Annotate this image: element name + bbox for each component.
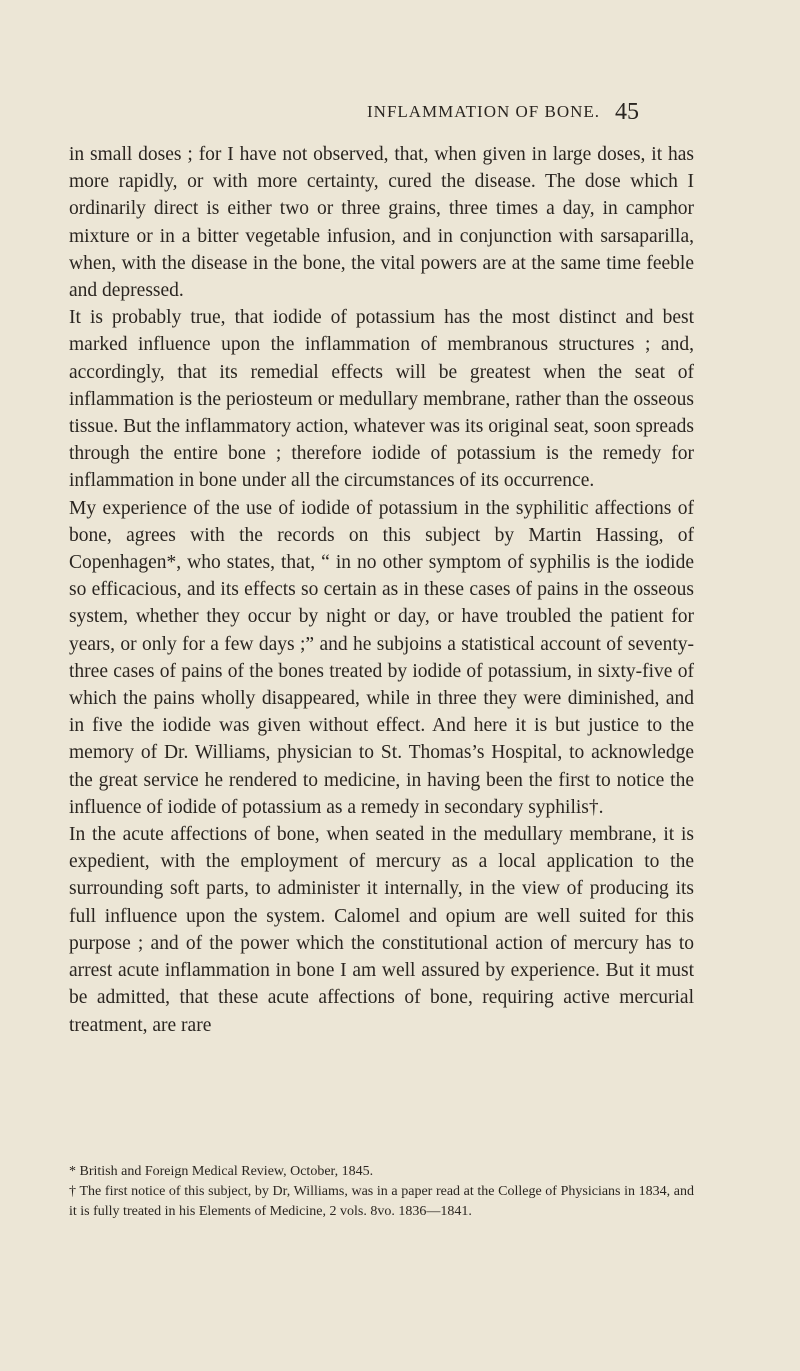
paragraph: In the acute affections of bone, when seated in the medullary membrane, it is expedient, with the employment of mercury as a local application to the surrounding soft parts, to administer it internally, in the view of producing its full influence upon the system. Calomel and opium are well suited for this purpose ; and of the power which the constitutional action of mercury has to arrest acute inflammation in bone I am well assured by experience. But it must be admitted, that these acute affections of bone, requiring active mercurial treatment, are rare: [69, 824, 694, 1036]
footnote: * British and Foreign Medical Review, October, 1845.: [69, 1164, 374, 1179]
running-title: INFLAMMATION OF BONE.: [367, 102, 601, 121]
page-number: 45: [615, 99, 639, 125]
paragraph: It is probably true, that iodide of potassium has the most distinct and best marked influence upon the inflammation of membranous structures ; and, accordingly, that its remedial effects will be greatest when the seat of inflammation is the periosteum or medullary membrane, rather than the osseous tissue. But the inflammatory action, whatever was its original seat, soon spreads through the entire bone ; therefore iodide of potassium is the remedy for inflammation in bone under all the circumstances of its occurrence.: [69, 307, 694, 492]
paragraph: My experience of the use of iodide of potassium in the syphilitic affections of bone, agrees with the records on this subject by Martin Hassing, of Copenhagen*, who states, that, “ in no other symptom of syphilis is the iodide so efficacious, and its effects so certain as in these cases of pains in the osseous system, whether they occur by night or day, or have troubled the patient for years, or only for a few days ;” and he subjoins a statistical account of seventy-three cases of pains of the bones treated by iodide of potassium, in sixty-five of which the pains wholly disappeared, while in three they were diminished, and in five the iodide was given without effect. And here it is but justice to the memory of Dr. Williams, physician to St. Thomas’s Hospital, to acknowledge the great service he rendered to medicine, in having been the first to notice the influence of iodide of potassium as a remedy in secondary syphilis†.: [69, 497, 694, 818]
paragraph: in small doses ; for I have not observed, that, when given in large doses, it has more rapidly, or with more certainty, cured the disease. The dose which I ordinarily direct is either two or three grains, three times a day, in camphor mixture or in a bitter vegetable infusion, and in conjunction with sarsaparilla, when, with the disease in the bone, the vital powers are at the same time feeble and depressed.: [69, 144, 694, 302]
body-text: [69, 141, 694, 1039]
footnotes: [69, 1162, 694, 1222]
running-head: [0, 100, 800, 130]
footnote: † The first notice of this subject, by Dr, Williams, was in a paper read at the College of Physicians in 1834, and it is fully treated in his Elements of Medicine, 2 vols. 8vo. 1836—1841.: [69, 1184, 694, 1219]
